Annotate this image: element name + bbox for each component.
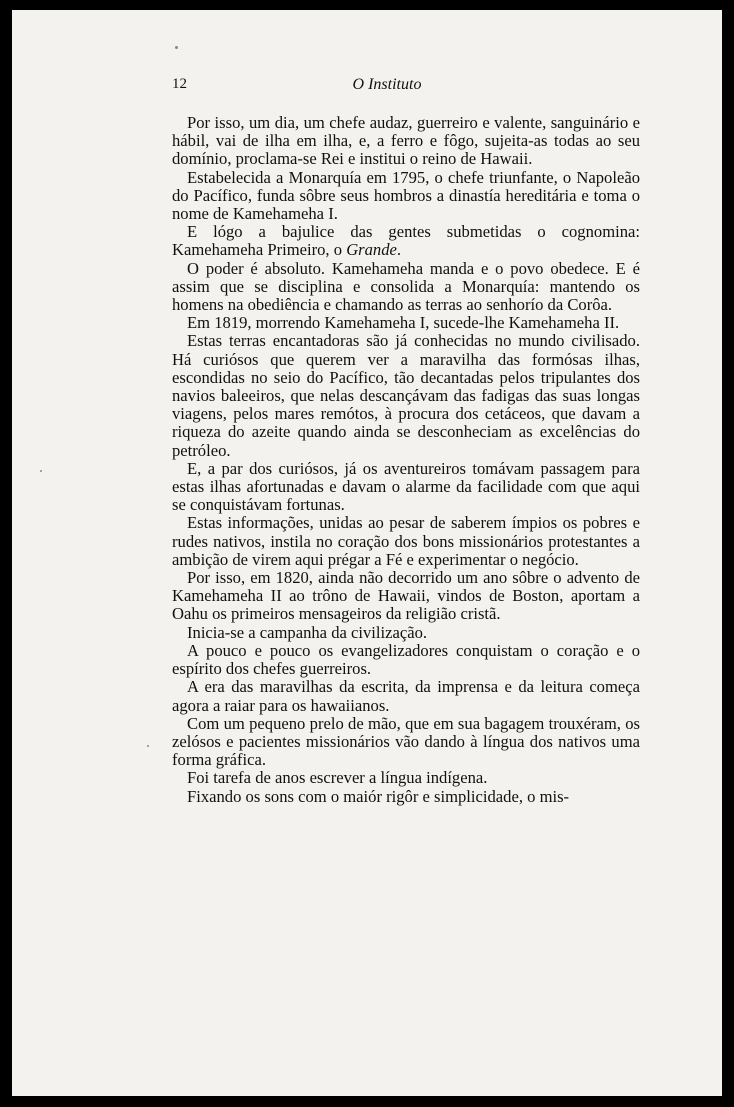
paragraph: Em 1819, morrendo Kamehameha I, sucede-lhe Kamehameha II. bbox=[187, 313, 620, 333]
paragraph: O poder é absoluto. Kamehameha manda e o povo obedece. E é assim que se disciplina e consolida a Monarquía: mantendo os homens na obediência e chamando as terras ao senhorío da Corôa. bbox=[172, 258, 640, 315]
book-page bbox=[12, 10, 722, 1096]
paragraph: Estas terras encantadoras são já conhecidas no mundo civilisado. Há curiósos que querem ver a maravilha das formósas ilhas, escondidas no seio do Pacífico, tão decantadas pelos tripulantes dos navios baleeiros, que nelas descançávam das fadigas das suas longas viagens, pelos mares remótos, à procura dos cetáceos, que davam a riqueza do azeite quando ainda se desconheciam as excelências do petróleo. bbox=[172, 331, 640, 460]
paragraph: Com um pequeno prelo de mão, que em sua bagagem trouxéram, os zelósos e pacientes missionários vão dando à língua dos nativos uma forma gráfica. bbox=[172, 713, 640, 770]
page-header bbox=[172, 76, 602, 100]
paragraph: Estabelecida a Monarquía em 1795, o chefe triunfante, o Napoleão do Pacífico, funda sôbre seus hombros a dinastía hereditária e toma o nome de Kamehameha I. bbox=[172, 167, 640, 224]
paper-speck bbox=[175, 46, 178, 49]
paragraph: Foi tarefa de anos escrever a língua indígena. bbox=[187, 768, 488, 788]
page-number: 12 bbox=[172, 76, 187, 92]
paragraph: A pouco e pouco os evangelizadores conquistam o coração e o espírito dos chefes guerreiros. bbox=[172, 640, 640, 679]
running-title: O Instituto bbox=[352, 76, 422, 93]
paper-speck bbox=[40, 470, 42, 472]
paragraph: Por isso, em 1820, ainda não decorrido um ano sôbre o advento de Kamehameha II ao trôno de Hawaii, vindos de Boston, aportam a Oahu os primeiros mensageiros da religião cristã. bbox=[172, 568, 640, 624]
paper-speck bbox=[147, 745, 149, 747]
paragraph-continued: Fixando os sons com o maiór rigôr e simplicidade, o mis- bbox=[187, 786, 570, 806]
emphasis-grande: Grande bbox=[346, 240, 397, 260]
paragraph: E lógo a bajulice das gentes submetidas o cognomina: Kamehameha Primeiro, o Grande. bbox=[172, 222, 640, 260]
paragraph: Estas informações, unidas ao pesar de saberem ímpios os pobres e rudes nativos, instila no coração dos bons missionários protestantes a ambição de virem aqui prégar a Fé e experimentar o negócio. bbox=[172, 513, 640, 569]
paragraph: E, a par dos curiósos, já os aventureiros tomávam passagem para estas ilhas afortunadas e davam o alarme da facilidade com que aqui se conquistávam fortunas. bbox=[172, 458, 640, 515]
body-text bbox=[172, 114, 640, 806]
paragraph: Por isso, um dia, um chefe audaz, guerreiro e valente, sanguinário e hábil, vai de ilha em ilha, e, a ferro e fôgo, sujeita-as todas ao seu domínio, proclama-se Rei e institui o reino de Hawaii. bbox=[172, 113, 640, 169]
paragraph: A era das maravilhas da escrita, da imprensa e da leitura começa agora a raiar para os hawaiianos. bbox=[172, 677, 640, 715]
paragraph: Inicia-se a campanha da civilização. bbox=[187, 622, 428, 642]
